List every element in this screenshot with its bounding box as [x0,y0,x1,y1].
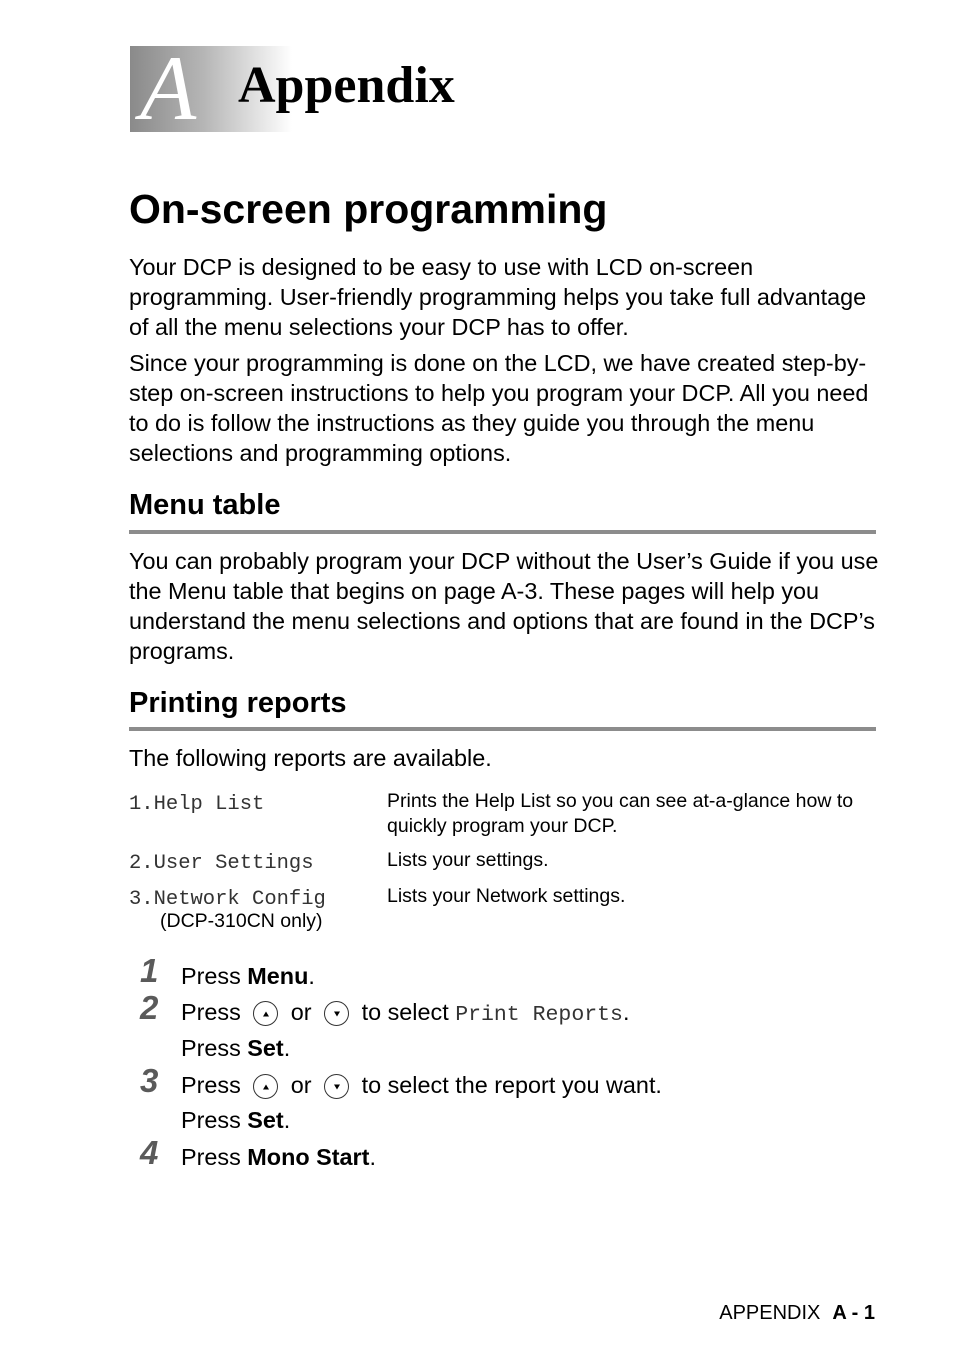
step-2-text: Press Set. [181,1035,291,1061]
step-number: 3 [140,1062,159,1099]
step-number: 2 [140,989,159,1026]
report-code: 1.Help List [129,793,265,816]
menu-option: Print Reports [455,1003,623,1027]
footer-section: APPENDIX [719,1302,821,1324]
step-3-text: Press or to select the report you want. [181,1072,662,1098]
report-note: (DCP-310CN only) [160,910,323,932]
down-arrow-button-icon [324,1074,349,1099]
section-divider [129,530,876,534]
page-number: A - 1 [832,1302,875,1324]
page-heading: On-screen programming [129,186,608,232]
step-number: 1 [140,952,159,989]
step-3-text: Press Set. [181,1107,291,1133]
step-4-text: Press Mono Start. [181,1144,376,1170]
up-arrow-button-icon [253,1001,278,1026]
report-code: 3.Network Config [129,888,326,911]
printing-reports-heading: Printing reports [129,687,347,719]
report-description: Lists your Network settings. [387,885,626,907]
report-description: Lists your settings. [387,849,549,871]
step-number: 4 [140,1134,159,1171]
menu-table-heading: Menu table [129,489,281,521]
chapter-letter: A [140,37,197,139]
up-arrow-button-icon [253,1074,278,1099]
report-code: 2.User Settings [129,852,314,875]
report-description: Prints the Help List so you can see at-a-glance how to quickly program your DCP. [387,790,854,837]
key-label: Set [247,1107,284,1133]
step-2-text: Press or to select Print Reports. [181,999,630,1027]
down-arrow-button-icon [324,1001,349,1026]
page-footer [719,1299,875,1327]
intro-paragraph-1: Your DCP is designed to be easy to use with LCD on-screen programming. User-friendly programming helps you take full advantage of all the menu selections your DCP has to offer. [129,254,867,340]
section-divider [129,727,876,731]
chapter-title: Appendix [238,57,455,114]
step-1-text: Press Menu. [181,963,315,989]
key-label: Set [247,1035,284,1061]
reports-intro: The following reports are available. [129,745,492,771]
key-label: Mono Start [247,1144,370,1170]
intro-paragraph-2: Since your programming is done on the LCD, we have created step-by-step on-screen instructions to help you program your DCP. All you need to do is follow the instructions as they guide you through the menu selections and programming options. [129,350,869,466]
key-label: Menu [247,963,309,989]
menu-table-paragraph: You can probably program your DCP without the User’s Guide if you use the Menu table that begins on page A-3. These pages will help you understand the menu selections and options that are found in the DCP’s programs. [129,548,879,664]
